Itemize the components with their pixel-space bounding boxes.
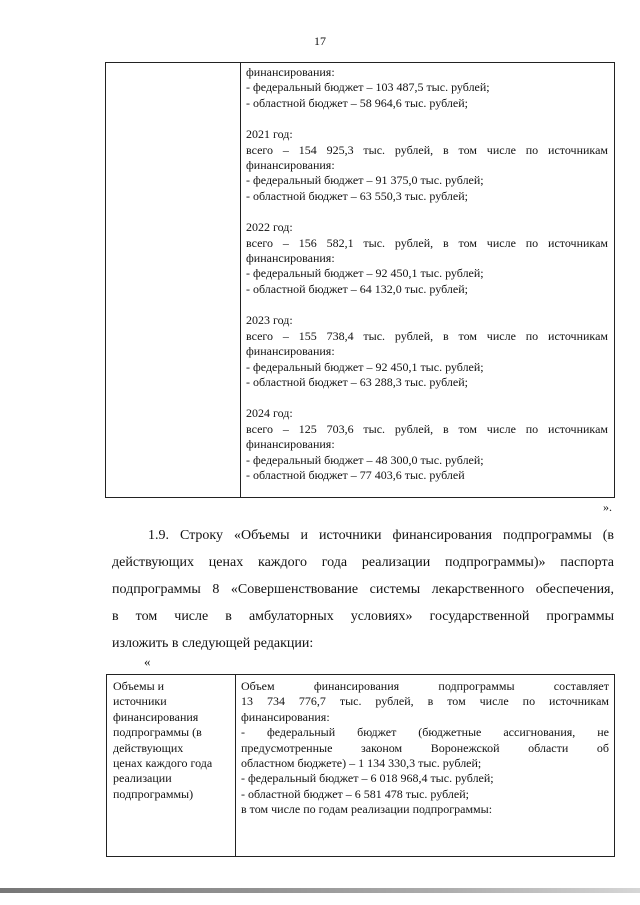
financing-line: - областной бюджет – 77 403,6 тыс. рублей bbox=[246, 467, 465, 482]
financing-line: - федеральный бюджет – 6 018 968,4 тыс. рублей; bbox=[241, 771, 494, 786]
financing-line: предусмотренные законом Воронежской области об bbox=[241, 740, 609, 755]
financing-line: - федеральный бюджет – 91 375,0 тыс. рублей; bbox=[246, 173, 484, 188]
amendment-paragraph bbox=[112, 522, 614, 657]
paragraph-spacer bbox=[246, 204, 608, 220]
financing-table-continuation bbox=[105, 62, 615, 498]
table-column-divider bbox=[235, 675, 236, 856]
row-header-cell bbox=[113, 679, 233, 802]
financing-line: финансирования: bbox=[246, 344, 335, 359]
financing-line: 2022 год: bbox=[246, 220, 293, 235]
paragraph-line: изложить в следующей редакции: bbox=[112, 636, 314, 651]
financing-line: - областной бюджет – 64 132,0 тыс. рублей; bbox=[246, 281, 468, 296]
row-header-line: действующих bbox=[113, 740, 184, 755]
financing-line: всего – 156 582,1 тыс. рублей, в том числе по источникам bbox=[246, 235, 608, 250]
paragraph-line: подпрограммы 8 «Совершенствование системы лекарственного обеспечения, bbox=[112, 582, 614, 597]
financing-line: 2021 год: bbox=[246, 127, 293, 142]
paragraph-line: действующих ценах каждого года реализации подпрограммы)» паспорта bbox=[112, 555, 614, 570]
row-header-line: финансирования bbox=[113, 709, 199, 724]
paragraph-spacer bbox=[246, 297, 608, 313]
financing-line: 2023 год: bbox=[246, 313, 293, 328]
subprogram-financing-table bbox=[106, 674, 615, 857]
financing-line: - областной бюджет – 6 581 478 тыс. рублей; bbox=[241, 786, 469, 801]
scan-edge-artifact bbox=[0, 888, 640, 893]
financing-line: 2024 год: bbox=[246, 406, 293, 421]
opening-quote: « bbox=[144, 654, 151, 669]
row-header-line: Объемы и bbox=[113, 679, 165, 693]
financing-details-cell bbox=[246, 65, 608, 483]
row-header-line: подпрограммы (в bbox=[113, 725, 202, 740]
row-header-line: ценах каждого года bbox=[113, 756, 213, 771]
financing-line: - областной бюджет – 63 288,3 тыс. рублей; bbox=[246, 374, 468, 389]
financing-line: - областной бюджет – 58 964,6 тыс. рублей; bbox=[246, 95, 468, 110]
paragraph-spacer bbox=[246, 111, 608, 127]
financing-line: финансирования: bbox=[246, 437, 335, 452]
financing-line: всего – 154 925,3 тыс. рублей, в том числе по источникам bbox=[246, 142, 608, 157]
financing-line: всего – 155 738,4 тыс. рублей, в том числе по источникам bbox=[246, 328, 608, 343]
paragraph-line: в том числе в амбулаторных условиях» государственной программы bbox=[112, 609, 614, 624]
financing-line: финансирования: bbox=[246, 65, 335, 79]
financing-line: - федеральный бюджет – 103 487,5 тыс. рублей; bbox=[246, 80, 490, 95]
financing-line: - федеральный бюджет – 92 450,1 тыс. рублей; bbox=[246, 266, 484, 281]
page-number: 17 bbox=[314, 34, 326, 48]
financing-line: - федеральный бюджет – 92 450,1 тыс. рублей; bbox=[246, 359, 484, 374]
financing-line: финансирования: bbox=[246, 158, 335, 173]
financing-line: финансирования: bbox=[241, 709, 330, 724]
financing-line: - областной бюджет – 63 550,3 тыс. рублей; bbox=[246, 188, 468, 203]
financing-line: финансирования: bbox=[246, 251, 335, 266]
row-header-line: источники bbox=[113, 694, 167, 709]
table-column-divider bbox=[240, 63, 241, 497]
paragraph-spacer bbox=[246, 390, 608, 406]
financing-line: в том числе по годам реализации подпрограммы: bbox=[241, 802, 493, 817]
financing-line: - федеральный бюджет (бюджетные ассигнования, не bbox=[241, 725, 609, 740]
closing-quote: ». bbox=[603, 500, 612, 514]
financing-volume-cell bbox=[241, 679, 609, 818]
financing-line: Объем финансирования подпрограммы составляет bbox=[241, 679, 609, 693]
financing-line: областном бюджете) – 1 134 330,3 тыс. рублей; bbox=[241, 756, 482, 771]
financing-line: 13 734 776,7 тыс. рублей, в том числе по источникам bbox=[241, 694, 609, 709]
row-header-line: реализации bbox=[113, 771, 172, 786]
paragraph-line: 1.9. Строку «Объемы и источники финансирования подпрограммы (в bbox=[148, 528, 614, 543]
financing-line: всего – 125 703,6 тыс. рублей, в том числе по источникам bbox=[246, 421, 608, 436]
financing-line: - федеральный бюджет – 48 300,0 тыс. рублей; bbox=[246, 452, 484, 467]
row-header-line: подпрограммы) bbox=[113, 786, 194, 801]
